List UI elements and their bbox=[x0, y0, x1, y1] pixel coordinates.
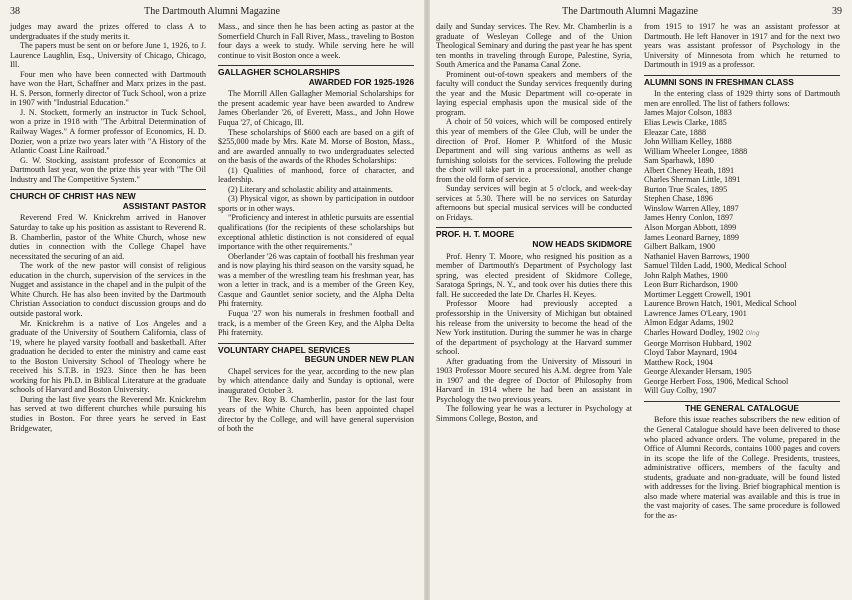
running-title-left: The Dartmouth Alumni Magazine bbox=[144, 6, 280, 17]
paragraph: Mass., and since then he has been acting as pastor at the Somerfield Church in Fall River, Mass., traveling to Boston four days a week to study. While serving here he will continue to visit Boston once a week. bbox=[218, 22, 414, 60]
list-item: Nathaniel Haven Barrows, 1900 bbox=[644, 251, 750, 261]
section-heading-alumni-sons: ALUMNI SONS IN FRESHMAN CLASS bbox=[644, 76, 794, 87]
list-item: Albert Cheney Heath, 1891 bbox=[644, 165, 735, 175]
paragraph: J. N. Stockett, formerly an instructor in Tuck School, won a prize in 1918 with "The Arbitral Determination of Railway Wages." A former professor of Economics, H. D. Dozier, won a prize two years later with "A History of the Atlantic Coast Line Railroad." bbox=[10, 107, 206, 156]
heading-line: ASSISTANT PASTOR bbox=[122, 200, 206, 211]
paragraph: Prof. Henry T. Moore, who resigned his position as a member of Dartmouth's Department of Psychology last spring, was elected president of Skidmore College, Saratoga Springs, N. Y., and took over his duties there this fall. He succeeded the late Dr. Charles H. Keyes. bbox=[436, 251, 632, 299]
paragraph: from 1915 to 1917 he was an assistant professor at Dartmouth. He left Hanover in 1917 and for the next two years was assistant professor of Psychology in the University of Minnesota from which he returned to Dartmouth in 1919 as a professor. bbox=[644, 22, 840, 70]
section-rule bbox=[644, 401, 840, 402]
list-item: Laurence Brown Hatch, 1901, Medical School bbox=[644, 299, 797, 309]
list-item: James Major Colson, 1883 bbox=[644, 108, 732, 118]
section-heading-gallagher bbox=[218, 68, 414, 87]
heading-line: AWARDED FOR 1925-1926 bbox=[308, 76, 414, 87]
paragraph: Sunday services will begin at 5 o'clock, and week-day services at 5.30. There will be no services on Saturday afternoons but special musical services will be conducted on Fridays. bbox=[436, 184, 632, 222]
running-title-right: The Dartmouth Alumni Magazine bbox=[562, 6, 698, 17]
right-page-column-2 bbox=[644, 22, 840, 520]
list-item: Almon Edgar Adams, 1902 bbox=[644, 318, 734, 328]
list-item: Lawrence James O'Leary, 1901 bbox=[644, 308, 747, 318]
paragraph: Reverend Fred W. Knickrehm arrived in Hanover Saturday to take up his position as assistant to Reverend R. B. Chamberlin, pastor of the White Church, whose new duties in connection with the College Chapel have necessitated the securing of an aid. bbox=[10, 213, 206, 261]
left-page-column-2 bbox=[218, 22, 414, 434]
section-rule bbox=[10, 189, 206, 190]
list-item: George Alexander Hersam, 1905 bbox=[644, 367, 752, 377]
heading-line: PROF. H. T. MOORE bbox=[436, 229, 515, 240]
paragraph: "Proficiency and interest in athletic pursuits are essential qualifications (for the recipients of these scholarships but exceptional athletic distinction is not considered of equal importance with the other requirements." bbox=[218, 213, 414, 252]
paragraph: (2) Literary and scholastic ability and attainments. bbox=[228, 184, 393, 194]
list-item: James Henry Conlon, 1897 bbox=[644, 213, 734, 223]
list-item: Will Guy Colby, 1907 bbox=[644, 386, 717, 396]
list-item: Gilbert Balkam, 1900 bbox=[644, 242, 716, 252]
section-heading-chapel bbox=[218, 346, 414, 365]
paragraph: The Morrill Allen Gallagher Memorial Scholarships for the present academic year have been awarded to Andrew James Oberlander '26, of Everett, Mass., and John Howe Fuqua '27, of Chicago, Ill. bbox=[218, 89, 414, 128]
section-heading-moore bbox=[436, 230, 632, 249]
paragraph: judges may award the prizes offered to class A to undergraduates if the study merits it. bbox=[10, 22, 206, 41]
list-item: Samuel Tilden Ladd, 1900, Medical School bbox=[644, 261, 787, 271]
left-page bbox=[0, 0, 424, 600]
fathers-list bbox=[644, 108, 840, 395]
section-rule bbox=[218, 65, 414, 66]
right-page-column-1 bbox=[436, 22, 632, 424]
list-item: Mortimer Leggett Crowell, 1901 bbox=[644, 289, 752, 299]
paragraph: The work of the new pastor will consist of religious education in the church, supervision of the services in the Nugget and assistance in the chapel and in the pulpit of the White Church. He has also been invited by the Dartmouth Christian Association to conduct discussion groups and do outside pastoral work. bbox=[10, 261, 206, 318]
list-item: Stephen Chase, 1896 bbox=[644, 194, 713, 204]
heading-line: BEGUN UNDER NEW PLAN bbox=[304, 354, 414, 365]
list-item bbox=[644, 328, 840, 339]
list-item: Winslow Warren Alley, 1897 bbox=[644, 203, 739, 213]
list-item: Leon Burr Richardson, 1900 bbox=[644, 280, 738, 290]
list-item: George Herbert Foss, 1906, Medical School bbox=[644, 376, 789, 386]
paragraph: daily and Sunday services. The Rev. Mr. Chamberlin is a graduate of Wesleyan College and of the Union Theological Seminary and during the past year he has spent ten months in traveling through Europe, Palestine, Syria, South America and the Panama Canal Zone. bbox=[436, 22, 632, 70]
paragraph: Chapel services for the year, according to the new plan by which attendance daily and Sunday is optional, were inaugurated October 3. bbox=[218, 366, 414, 395]
paragraph: These scholarships of $600 each are based on a gift of $255,000 made by Mrs. Kate M. Morse of Boston, Mass., and are awarded annually to two undergraduates selected on the basis of the awards of the Rhodes Scholarships: bbox=[218, 127, 414, 166]
list-item: Matthew Rock, 1904 bbox=[644, 357, 713, 367]
paragraph: The Rev. Roy B. Chamberlin, pastor for the last four years of the White Church, has been appointed chapel director by the College, and will have general supervision of both the bbox=[218, 395, 414, 434]
paragraph: G. W. Stocking, assistant professor of Economics at Dartmouth last year, won the prize this year with "The Oil Industry and The Competitive System." bbox=[10, 155, 206, 184]
list-item: John William Kelley, 1888 bbox=[644, 137, 732, 147]
list-item: Elias Lewis Clarke, 1885 bbox=[644, 117, 727, 127]
list-item: Charles Sherman Little, 1891 bbox=[644, 175, 741, 185]
paragraph: After graduating from the University of Missouri in 1903 Professor Moore secured his A.M. degree from Yale in 1907 and the degree of Doctor of Philosophy from Harvard in 1914 where he had been an assistant in Psychology the two previous years. bbox=[436, 356, 632, 404]
paragraph: Mr. Knickrehm is a native of Los Angeles and a graduate of the University of Southern California, class of '19, where he played varsity football and basketball. After graduation he decided to enter the ministry and came east to the Boston University School of Theology where he received his S.T.B. in 1923. Since then he has been working for his Ph.D. in Biblical Literature at the graduate schools of Harvard and Boston University. bbox=[10, 318, 206, 395]
paragraph: (1) Qualities of manhood, force of character, and leadership. bbox=[218, 165, 414, 185]
heading-line: NOW HEADS SKIDMORE bbox=[532, 239, 632, 250]
list-item: Sam Sparhawk, 1890 bbox=[644, 156, 714, 166]
paragraph: The following year he was a lecturer in Psychology at Simmons College, Boston, and bbox=[436, 404, 632, 423]
list-item: Alson Morgan Abbott, 1899 bbox=[644, 222, 737, 232]
paragraph: (3) Physical vigor, as shown by participation in outdoor sports or in other ways. bbox=[218, 194, 414, 213]
list-item: George Morrison Hubbard, 1902 bbox=[644, 338, 752, 348]
right-page bbox=[430, 0, 852, 600]
paragraph: A choir of 50 voices, which will be composed entirely this year of members of the Glee Club, will be under the direction of Prof. Homer P. Whitford of the Music Department and will sing various anthems as well as furnishing soloists for the services. Following the prelude the choir will take part in a processional, another change from the old form of service. bbox=[436, 117, 632, 184]
heading-line: GALLAGHER SCHOLARSHIPS bbox=[218, 67, 340, 78]
paragraph: Oberlander '26 was captain of football his freshman year and is now playing his third season on the varsity squad, he was a member of the wrestling team his freshman year, has won a letter in track, and is a member of the Green Key, Casque and Gauntlet senior society, and the Alpha Delta Phi fraternity. bbox=[218, 251, 414, 309]
pencil-annotation: Olng bbox=[745, 330, 760, 337]
list-item: William Wheeler Longee, 1888 bbox=[644, 146, 748, 156]
paragraph: During the last five years the Reverend Mr. Knickrehm has served at two different churches while pursuing his studies in Boston. For three years he served in East Bridgewater, bbox=[10, 394, 206, 433]
page-number-right: 39 bbox=[832, 6, 842, 17]
section-heading-catalogue: THE GENERAL CATALOGUE bbox=[685, 402, 799, 413]
list-item: John Ralph Mathes, 1900 bbox=[644, 270, 728, 280]
section-rule bbox=[436, 227, 632, 228]
paragraph: Prominent out-of-town speakers and members of the faculty will conduct the Sunday services frequently during the year and the Music Department will co-operate in laying especial emphasis upon the musical side of the program. bbox=[436, 69, 632, 117]
paragraph: In the entering class of 1929 thirty sons of Dartmouth men are enrolled. The list of fathers follows: bbox=[644, 89, 840, 108]
list-item-text: Charles Howard Dodley, 1902 bbox=[644, 328, 744, 337]
paragraph: The papers must be sent on or before June 1, 1926, to J. Laurence Laughlin, Esq., University of Chicago, Chicago, Ill. bbox=[10, 41, 206, 70]
paragraph: Four men who have been connected with Dartmouth have won the Hart, Schaffner and Marx prizes in the past. H. S. Person, formerly director of Tuck School, won a prize in 1907 with "Industrial Education." bbox=[10, 69, 206, 108]
list-item: Cloyd Tabor Maynard, 1904 bbox=[644, 348, 737, 358]
list-item: James Leonard Barney, 1899 bbox=[644, 232, 739, 242]
heading-line: CHURCH OF CHRIST HAS NEW bbox=[10, 191, 136, 202]
list-item: Eleazar Cate, 1888 bbox=[644, 127, 707, 137]
paragraph: Professor Moore had previously accepted a professorship in the University of Michigan but obtained his release from the university to become the head of the New York institution. During the summer he was in charge of the department of psychology at the Harvard summer school. bbox=[436, 299, 632, 357]
section-rule bbox=[218, 343, 414, 344]
section-heading-church bbox=[10, 192, 206, 211]
heading-line: VOLUNTARY CHAPEL SERVICES bbox=[218, 344, 351, 355]
section-rule bbox=[644, 75, 840, 76]
page-number-left: 38 bbox=[10, 6, 20, 17]
paragraph: Fuqua '27 won his numerals in freshmen football and track, is a member of the Green Key, and the Alpha Delta Phi fraternity. bbox=[218, 308, 414, 338]
left-page-column-1 bbox=[10, 22, 206, 433]
paragraph: Before this issue reaches subscribers the new edition of the General Catalogue should have been delivered to those who placed advance orders. The volume, prepared in the Office of Alumni Records, contains 1000 pages and covers in its scope the life of the College. Presidents, trustees, administrative officers, members of the faculty and students, graduate and non-graduate, will be found listed with addresses for the living. Brief biographical mention is also made where material was available and this is true in the vast majority of cases. The same procedure is followed for the as- bbox=[644, 415, 840, 520]
list-item: Burton True Scales, 1895 bbox=[644, 184, 728, 194]
